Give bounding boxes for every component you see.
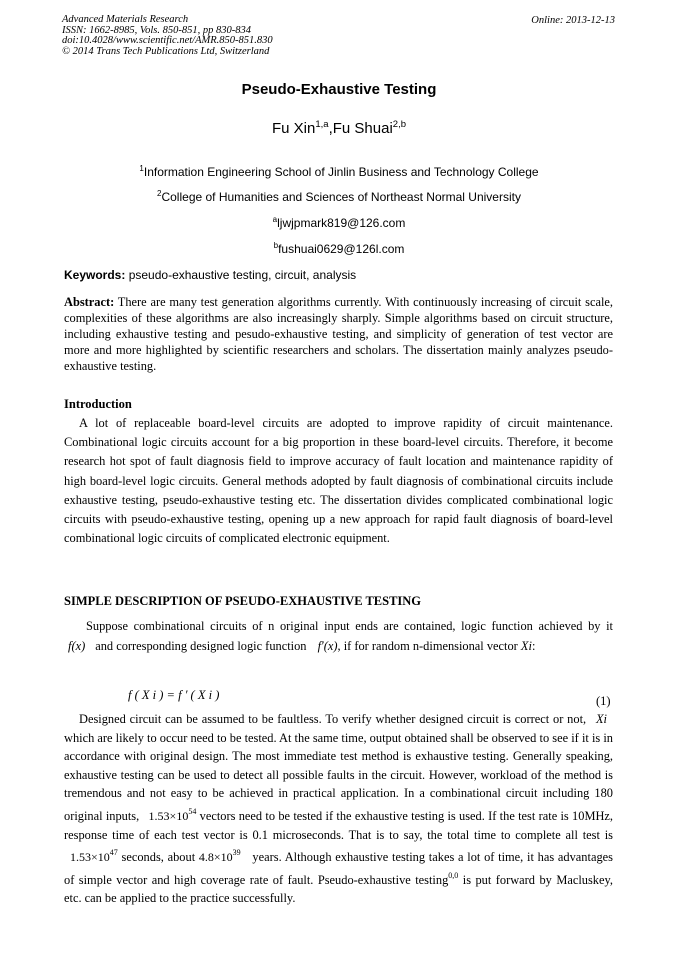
- sci-exp: 47: [109, 848, 118, 858]
- email-a: [0, 215, 678, 230]
- affiliation-2: [0, 189, 678, 204]
- text: :: [531, 639, 536, 653]
- equation-number: (1): [596, 694, 611, 708]
- keywords: [64, 268, 356, 282]
- intro-paragraph: A lot of replaceable board-level circuits are adopted to improve rapidity of circuit maintenance. Combinational logic circuits account for a big proportion in these board-level circuits. Therefore, it become research hot spot of fault diagnosis field to improve accuracy of fault location and maintenance rapidity of high board-level logic circuits. General methods adopted by fault diagnosis of combinational circuits include exhaustive testing, pseudo-exhaustive testing etc. The dissertation divides complicated combinational logic circuits with pseudo-exhaustive testing, opening up a new approach for rapid fault diagnosis of board-level combinational logic circuits of complicated electronic equipment.: [64, 416, 613, 546]
- author-name: Fu Xin: [271, 120, 316, 137]
- intro-heading: Introduction: [64, 397, 132, 411]
- math-xi: Xi: [595, 712, 607, 726]
- doi-line: doi:10.4028/www.scientific.net/AMR.850-851.830: [62, 35, 273, 47]
- author-sup: 1,a: [315, 119, 329, 130]
- sci-number: [64, 850, 118, 864]
- text: Suppose combinational circuits of n original input ends are contained, logic function achieved by it: [86, 619, 613, 633]
- abstract-text: There are many test generation algorithms currently. With continuously increasing of circuit scale, complexities of these algorithms are also increasingly sharply. Simple algorithms based on circuit structure, including exhaustive testing and pesudo-exhaustive testing, and simplicity of generation of test vector are more and more highlighted by scientific researchers and scholars. The dissertation mainly analyzes pseudo-exhaustive testing.: [64, 295, 614, 373]
- copyright-line: © 2014 Trans Tech Publications Ltd, Switzerland: [62, 45, 270, 57]
- sci-base: 1.53×10: [148, 808, 189, 823]
- sci-exp: 39: [232, 848, 241, 858]
- text: is put forward by Macluskey, etc. can be applied to the practice successfully.: [64, 872, 613, 906]
- abstract-label: Abstract:: [64, 295, 115, 309]
- equation: f ( X i ) = f ′ ( X i ): [128, 688, 220, 702]
- issn-line: ISSN: 1662-8985, Vols. 850-851, pp 830-834: [62, 24, 251, 36]
- sci-number: [143, 806, 197, 823]
- author-list: Fu Xin$^{1,a}$,Fu Shuai$^{2,b}$: [271, 119, 406, 137]
- text: vectors need to be tested if the exhaustive testing is used. If the test rate is 10MHz, response time of each test vector is 0.1 microseconds. That is to say, the total time to complete all test is: [64, 808, 614, 842]
- section-paragraph: [64, 616, 613, 656]
- section-heading: SIMPLE DESCRIPTION OF PSEUDO-EXHAUSTIVE TESTING: [64, 594, 422, 608]
- affiliation-sup: 1: [139, 164, 144, 173]
- journal-name: Advanced Materials Research: [62, 14, 189, 25]
- affiliation-sup: 2: [157, 189, 162, 198]
- body-paragraph: [64, 710, 613, 908]
- text: which are likely to occur need to be tested. At the same time, output obtained shall be observed to see if it is in accordance with original design. The most immediate test method is exhaustive testing. Generally speaking, exhaustive testing can be used to detect all possible faults in the circuit. However, workload of the method is tremendous and not easy to be achieved in practical application. In a combinational circuit including 180 original inputs,: [64, 730, 613, 823]
- abstract: [64, 294, 613, 374]
- journal-header: [62, 15, 273, 57]
- sci-base: 1.53×10: [70, 850, 110, 865]
- author-sup: 2,b: [392, 119, 406, 130]
- online-date: Online: 2013-12-13: [531, 15, 615, 26]
- text: years. Although exhaustive testing takes a lot of time, it has advantages of simple vector and high coverage rate of fault. Pseudo-exhaustive testing: [64, 850, 613, 887]
- math-fx: f(x): [68, 639, 86, 653]
- sci-number: [199, 850, 249, 864]
- text: Designed circuit can be assumed to be faultless. To verify whether designed circuit is correct or not,: [79, 712, 587, 726]
- author-name: Fu Shuai: [332, 120, 393, 137]
- email-sup: a: [272, 215, 278, 224]
- affiliation-text: College of Humanities and Sciences of Northeast Normal University: [161, 190, 521, 204]
- affiliation-text: Information Engineering School of Jinlin Business and Technology College: [143, 165, 539, 179]
- text: and corresponding designed logic function: [95, 639, 307, 653]
- email-b: [0, 241, 678, 256]
- sci-exp: 54: [188, 806, 197, 816]
- text: , if for random n-dimensional vector: [337, 639, 518, 653]
- text: seconds, about: [121, 850, 196, 865]
- keywords-label: Keywords:: [64, 268, 126, 282]
- email-text: fushuai0629@126l.com: [278, 242, 405, 256]
- keywords-text: pseudo-exhaustive testing, circuit, analysis: [128, 268, 357, 282]
- math-fpx: f′(x): [317, 639, 338, 653]
- math-xi: Xi: [520, 639, 532, 653]
- affiliation-1: [0, 164, 678, 179]
- citation-ref[interactable]: 0,0: [448, 870, 459, 880]
- paper-title: Pseudo-Exhaustive Testing: [241, 81, 437, 98]
- sci-base: 4.8×10: [198, 850, 233, 865]
- email-text: ljwjpmark819@126.com: [277, 216, 406, 230]
- email-sup: b: [273, 241, 279, 250]
